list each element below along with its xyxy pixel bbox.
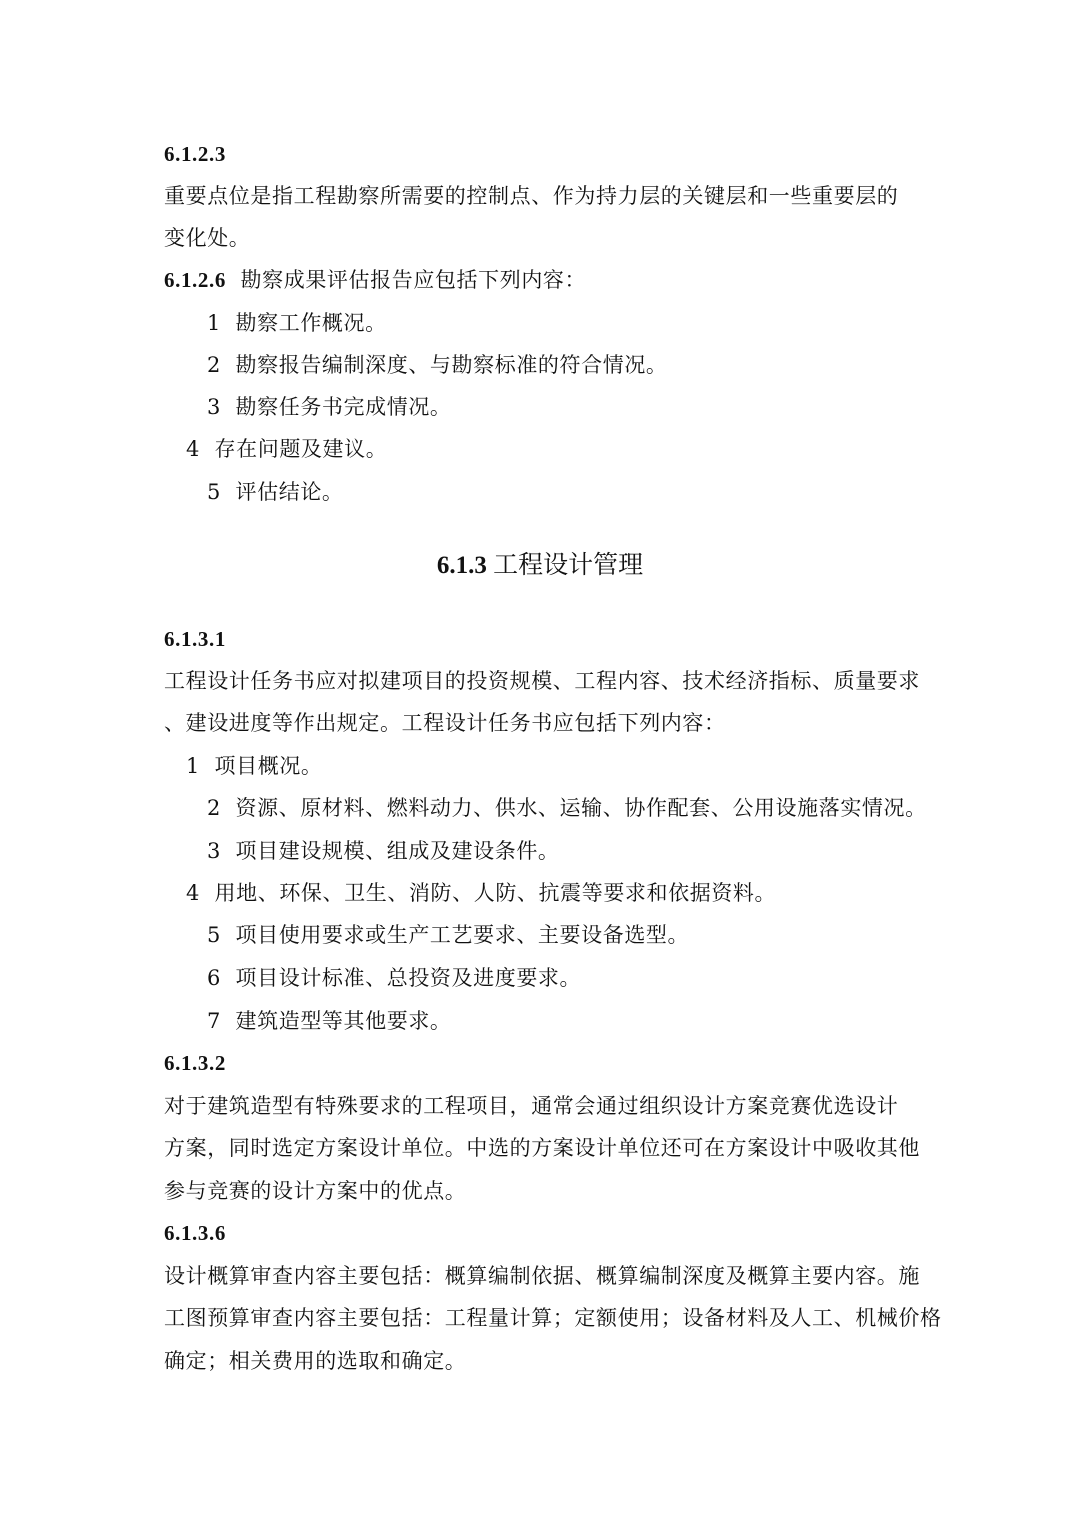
list-item-number: 7: [207, 1009, 221, 1033]
list-item-number: 5: [207, 480, 221, 504]
list-item-text: 勘察工作概况。: [235, 311, 387, 335]
clause-text-line: 参与竞赛的设计方案中的优点。: [164, 1179, 467, 1203]
list-item: [186, 434, 387, 464]
list-item: [186, 878, 776, 908]
list-item: [207, 836, 560, 866]
list-item-text: 项目建设规模、组成及建设条件。: [235, 839, 560, 863]
clause-text-line: 工图预算审查内容主要包括：工程量计算；定额使用；设备材料及人工、机械价格: [164, 1306, 942, 1330]
list-item: [186, 751, 323, 781]
clause-number-6-1-3-2: 6.1.3.2: [164, 1051, 226, 1075]
list-item: [207, 308, 387, 338]
list-item-number: 1: [207, 311, 221, 335]
clause-text-line: 、建设进度等作出规定。工程设计任务书应包括下列内容：: [164, 711, 726, 735]
clause-text-line: 确定；相关费用的选取和确定。: [164, 1349, 467, 1373]
list-item-number: 2: [207, 796, 221, 820]
clause-text-line: 变化处。: [164, 226, 251, 250]
list-item-text: 用地、环保、卫生、消防、人防、抗震等要求和依据资料。: [214, 881, 777, 905]
section-heading: [0, 548, 1080, 584]
clause-number-6-1-3-6: 6.1.3.6: [164, 1221, 226, 1245]
list-item: [207, 477, 344, 507]
list-item-text: 建筑造型等其他要求。: [235, 1009, 452, 1033]
list-item-number: 3: [207, 839, 221, 863]
list-item-text: 项目概况。: [214, 754, 323, 778]
clause-6-1-2-6-header: [164, 265, 586, 295]
list-item: [207, 963, 581, 993]
list-item-text: 项目使用要求或生产工艺要求、主要设备选型。: [235, 923, 690, 947]
list-item-number: 1: [186, 754, 200, 778]
list-item-text: 勘察任务书完成情况。: [235, 395, 452, 419]
clause-title: 勘察成果评估报告应包括下列内容：: [240, 268, 587, 292]
list-item-number: 5: [207, 923, 221, 947]
list-item-number: 3: [207, 395, 221, 419]
list-item: [207, 350, 668, 380]
list-item: [207, 1006, 452, 1036]
clause-text-line: 设计概算审查内容主要包括：概算编制依据、概算编制深度及概算主要内容。施: [164, 1264, 920, 1288]
section-heading-title: 工程设计管理: [493, 552, 644, 579]
clause-text-line: 对于建筑造型有特殊要求的工程项目，通常会通过组织设计方案竞赛优选设计: [164, 1094, 899, 1118]
clause-text-line: 方案，同时选定方案设计单位。中选的方案设计单位还可在方案设计中吸收其他: [164, 1136, 920, 1160]
list-item-text: 勘察报告编制深度、与勘察标准的符合情况。: [235, 353, 668, 377]
clause-number-6-1-2-3: 6.1.2.3: [164, 142, 226, 166]
list-item-number: 2: [207, 353, 221, 377]
list-item-text: 资源、原材料、燃料动力、供水、运输、协作配套、公用设施落实情况。: [235, 796, 927, 820]
list-item-text: 项目设计标准、总投资及进度要求。: [235, 966, 582, 990]
clause-text-line: 重要点位是指工程勘察所需要的控制点、作为持力层的关键层和一些重要层的: [164, 184, 899, 208]
clause-number-6-1-3-1: 6.1.3.1: [164, 627, 226, 651]
list-item-number: 4: [186, 437, 200, 461]
list-item-number: 4: [186, 881, 200, 905]
section-heading-number: 6.1.3: [436, 552, 487, 579]
list-item: [207, 392, 452, 422]
list-item-text: 存在问题及建议。: [214, 437, 388, 461]
list-item-number: 6: [207, 966, 221, 990]
list-item: [207, 920, 689, 950]
list-item: [207, 793, 927, 823]
list-item-text: 评估结论。: [235, 480, 344, 504]
clause-text-line: 工程设计任务书应对拟建项目的投资规模、工程内容、技术经济指标、质量要求: [164, 669, 920, 693]
clause-number-6-1-2-6: 6.1.2.6: [164, 268, 226, 292]
